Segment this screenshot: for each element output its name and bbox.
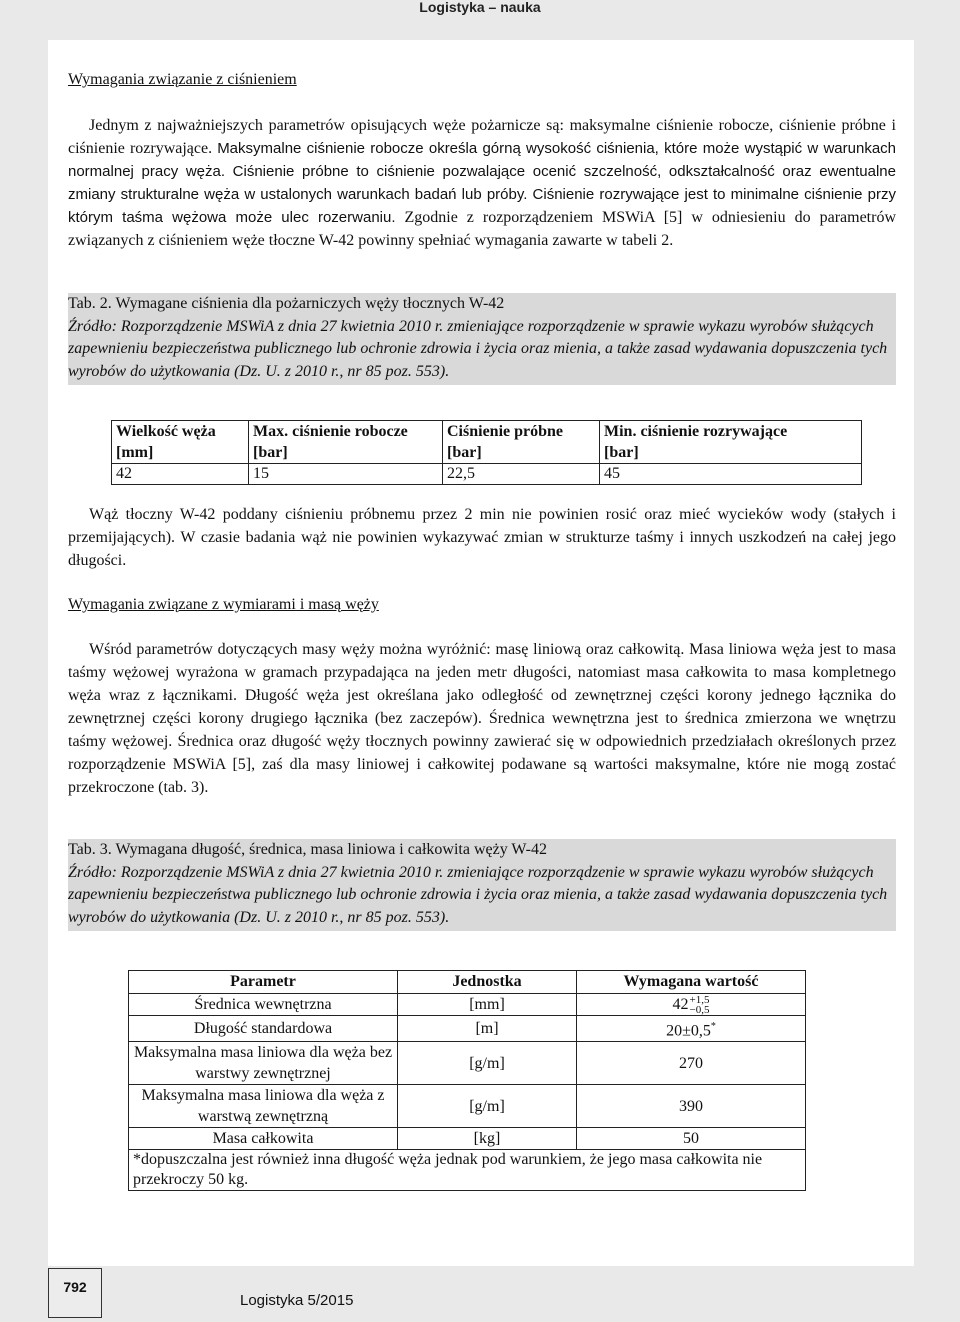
table-header-row [112,421,862,464]
t3-header-param: Parametr [129,971,398,994]
table-row [129,1042,806,1085]
table-pressures [111,420,862,485]
t3-tol-lower: −0,5 [689,1003,710,1016]
t3-param: Długość standardowa [129,1016,398,1042]
t3-value-base: 42 [672,996,689,1013]
t3-tolerance [690,995,710,1015]
tab3-source-tail: (Dz. U. z 2010 r., nr 85 poz. 553). [230,908,450,926]
t3-value [577,1016,806,1042]
tab2-source-italic: Źródło: Rozporządzenie MSWiA z dnia 27 kwietnia 2010 r. zmieniające rozporządzenie w sprawie wykazu wyrobów służących zapewnieniu bezpieczeństwa publicznego lub ochronie zdrowia i życia oraz mienia, a także zasad wydawania dopuszczenia tych wyrobów do użytkowania [68,317,888,380]
t2-h3-l1: Min. ciśnienie rozrywające [604,423,788,440]
tab3-source-italic: Źródło: Rozporządzenie MSWiA z dnia 27 kwietnia 2010 r. zmieniające rozporządzenie w sprawie wykazu wyrobów służących zapewnieniu bezpieczeństwa publicznego lub ochronie zdrowia i życia oraz mienia, a także zasad wydawania dopuszczenia tych wyrobów do użytkowania [68,863,888,926]
table-row [129,1128,806,1150]
t3-value [577,994,806,1016]
journal-footer: Logistyka 5/2015 [240,1292,354,1309]
paragraph-pressure-part3: Zgodnie z rozporządzeniem MSWiA [5] w odniesieniu do parametrów związanych z ciśnieniem węże tłoczne W-42 powinny spełniać wymagania zawarte w tabeli 2. [68,209,896,249]
paragraph-pressure [68,114,896,252]
t2-header-max-working [249,421,443,464]
t3-unit: [m] [398,1016,577,1042]
t2-h2-l2: [bar] [447,444,482,461]
t2-cell-test: 22,5 [443,464,600,485]
t2-h0-l1: Wielkość węża [116,423,216,440]
tab2-caption: Tab. 2. Wymagane ciśnienia dla pożarniczych węży tłocznych W-42 [68,295,505,312]
t3-value: 270 [577,1042,806,1085]
t2-header-test [443,421,600,464]
section-heading-pressure: Wymagania związanie z ciśnieniem [68,71,297,88]
table-row [129,1016,806,1042]
t3-param: Średnica wewnętrzna [129,994,398,1016]
table-dimensions [128,970,806,1191]
t2-h1-l1: Max. ciśnienie robocze [253,423,408,440]
t2-header-size [112,421,249,464]
t3-value-tolerance [673,994,710,1015]
t2-h3-l2: [bar] [604,444,639,461]
paragraph-pressure-part2: Maksymalne ciśnienie robocze określa górną wysokość ciśnienia, które może wystąpić w warunkach normalnej pracy węża. Ciśnienie próbne to ciśnienie pozwalające ocenić szczelność, odkształcalność oraz ewentualne zmiany strukturalne węża w ustalonych warunkach badań lub próby. Ciśnienie rozrywające jest to minimalne ciśnienie przy którym taśma wężowa może ulec rozerwaniu. [68,140,896,226]
paragraph-dimensions: Wśród parametrów dotyczących masy węży można wyróżnić: masę liniową oraz całkowitą. Masa liniowa węża jest to masa taśmy wężowej wyrażona w gramach przypadająca na jeden metr długości, natomiast masa całkowita to masa kompletnego węża wraz z łącznikami. Długość węża jest określana jako odległość od zewnętrznej części korony jednego łącznika do zewnętrznej części korony drugiego łącznika (bez zaczepów). Średnica wewnętrzna jest to średnica zmierzona we wnętrzu taśmy wężowej. Średnica oraz długość węży tłocznych powinny zawierać się w odpowiednich przedziałach określonych przez rozporządzenie MSWiA [5], zaś dla masy liniowej i całkowitej podawane są wartości maksymalne, które nie mogą zostać przekroczone (tab. 3). [68,641,896,796]
tab2-caption-box [68,293,896,385]
page-number: 792 [48,1268,102,1318]
t2-h0-l2: [mm] [116,444,154,461]
table-row [112,464,862,485]
t2-cell-max-working: 15 [249,464,443,485]
t3-param: Maksymalna masa liniowa dla węża bez warstwy zewnętrznej [129,1042,398,1085]
t3-note: *dopuszczalna jest również inna długość węża jednak pod warunkiem, że jego masa całkowita nie przekroczy 50 kg. [129,1150,806,1191]
running-header: Logistyka – nauka [419,0,541,15]
t3-unit: [g/m] [398,1042,577,1085]
page-sheet [48,40,914,1266]
t3-header-value: Wymagana wartość [577,971,806,994]
tab3-caption-box [68,839,896,931]
t3-value: 390 [577,1085,806,1128]
tab2-source-tail: (Dz. U. z 2010 r., nr 85 poz. 553). [230,362,450,380]
t3-value-text: 20±0,5 [666,1022,711,1040]
table-header-row [129,971,806,994]
t3-value: 50 [577,1128,806,1150]
t3-unit: [mm] [398,994,577,1016]
tab3-source [68,864,887,926]
table-note-row [129,1150,806,1191]
t3-header-unit: Jednostka [398,971,577,994]
t2-cell-burst: 45 [600,464,862,485]
t2-h2-l1: Ciśnienie próbne [447,423,564,440]
paragraph-pressure-part1: Jednym z najważniejszych parametrów opisujących węże pożarnicze są: maksymalne ciśnienie robocze, ciśnienie próbne i ciśnienie rozrywające. [68,117,896,157]
t2-cell-size: 42 [112,464,249,485]
t3-footnote-mark: * [710,1021,716,1032]
t3-unit: [g/m] [398,1085,577,1128]
t3-unit: [kg] [398,1128,577,1150]
t2-h1-l2: [bar] [253,444,288,461]
table-row [129,994,806,1016]
t3-param: Maksymalna masa liniowa dla węża z warstwą zewnętrzną [129,1085,398,1128]
tab3-caption: Tab. 3. Wymagana długość, średnica, masa liniowa i całkowita węży W-42 [68,841,547,858]
t3-tol-upper: +1,5 [689,993,710,1006]
t2-header-burst [600,421,862,464]
paragraph-test-result: Wąż tłoczny W-42 poddany ciśnieniu próbnemu przez 2 min nie powinien rosić oraz mieć wycieków wody (stałych i przemijających). W czasie badania wąż nie powinien wykazywać zmian w strukturze taśmy i innych uszkodzeń na całej jego długości. [68,506,896,569]
t3-param: Masa całkowita [129,1128,398,1150]
table-row [129,1085,806,1128]
section-heading-dimensions: Wymagania związane z wymiarami i masą węży [68,596,379,613]
tab2-source [68,318,887,380]
